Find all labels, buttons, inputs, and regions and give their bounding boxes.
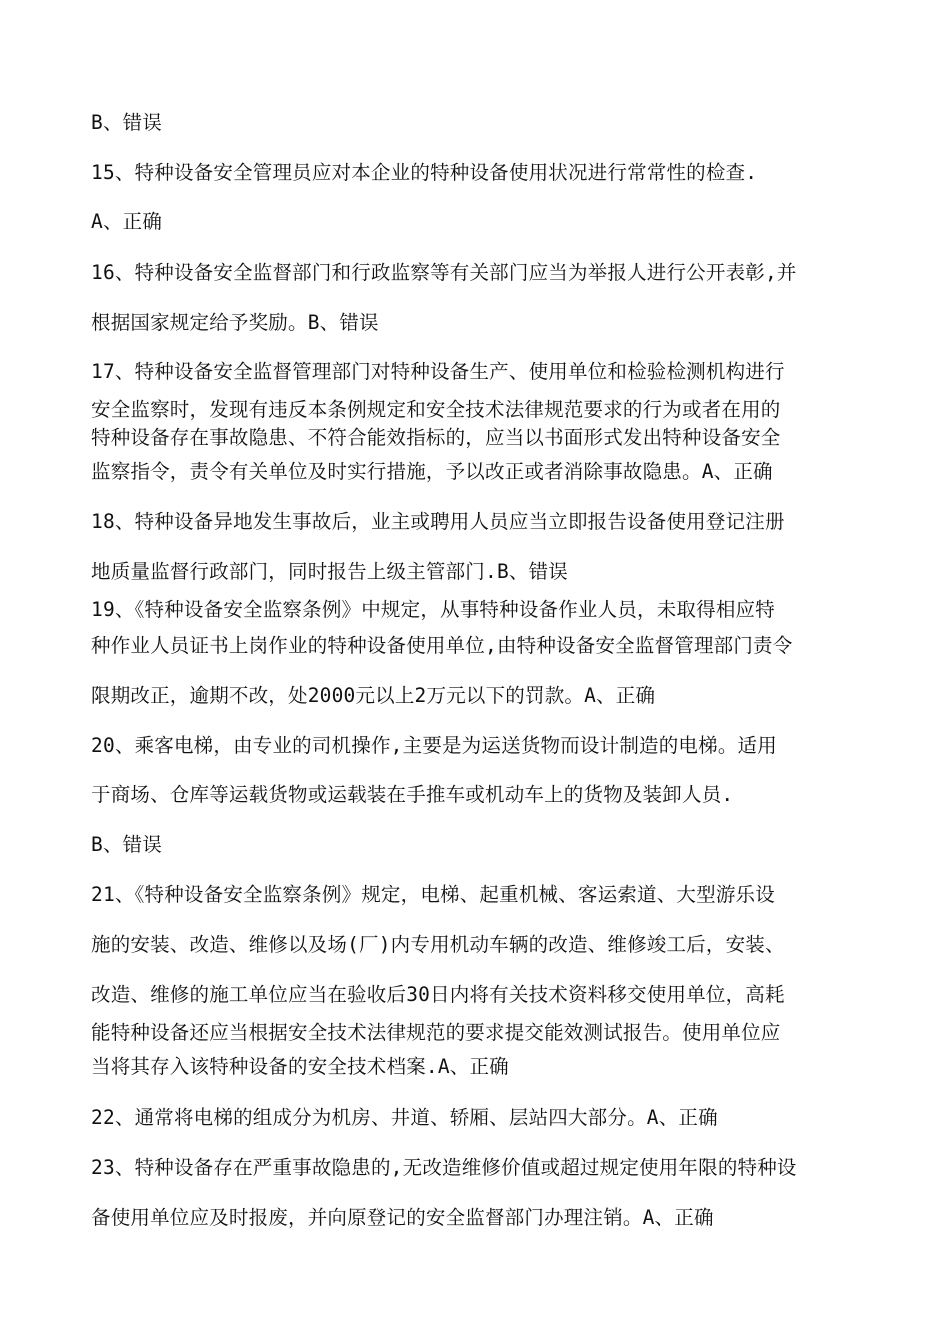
- text-line: 根据国家规定给予奖励。B、错误: [91, 311, 379, 334]
- text-line: 特种设备存在事故隐患、不符合能效指标的，应当以书面形式发出特种设备安全: [91, 426, 781, 449]
- text-line: 当将其存入该特种设备的安全技术档案.A、正确: [91, 1055, 509, 1078]
- text-line: 限期改正，逾期不改，处2000元以上2万元以下的罚款。A、正确: [91, 684, 656, 707]
- text-line: B、错误: [91, 833, 163, 856]
- text-line: 20、乘客电梯，由专业的司机操作,主要是为运送货物而设计制造的电梯。适用: [91, 734, 777, 757]
- text-line: 15、特种设备安全管理员应对本企业的特种设备使用状况进行常常性的检查.: [91, 161, 758, 184]
- text-line: 18、特种设备异地发生事故后，业主或聘用人员应当立即报告设备使用登记注册: [91, 510, 785, 533]
- text-line: 改造、维修的施工单位应当在验收后30日内将有关技术资料移交使用单位，高耗: [91, 983, 785, 1006]
- text-line: 备使用单位应及时报废，并向原登记的安全监督部门办理注销。A、正确: [91, 1206, 714, 1229]
- text-line: A、正确: [91, 210, 163, 233]
- text-line: 种作业人员证书上岗作业的特种设备使用单位,由特种设备安全监督管理部门责令: [91, 634, 793, 657]
- text-line: 23、特种设备存在严重事故隐患的,无改造维修价值或超过规定使用年限的特种设: [91, 1156, 797, 1179]
- text-line: 21、《特种设备安全监察条例》规定，电梯、起重机械、客运索道、大型游乐设: [91, 883, 775, 906]
- text-line: 施的安装、改造、维修以及场(厂)内专用机动车辆的改造、维修竣工后，安装、: [91, 933, 785, 956]
- text-line: 能特种设备还应当根据安全技术法律规范的要求提交能效测试报告。使用单位应: [91, 1021, 781, 1044]
- text-line: 22、通常将电梯的组成分为机房、井道、轿厢、层站四大部分。A、正确: [91, 1106, 718, 1129]
- text-line: 监察指令，责令有关单位及时实行措施，予以改正或者消除事故隐患。A、正确: [91, 460, 773, 483]
- text-line: 17、特种设备安全监督管理部门对特种设备生产、使用单位和检验检测机构进行: [91, 360, 785, 383]
- text-line: 安全监察时，发现有违反本条例规定和安全技术法律规范要求的行为或者在用的: [91, 398, 781, 421]
- text-line: B、错误: [91, 111, 163, 134]
- text-line: 地质量监督行政部门，同时报告上级主管部门.B、错误: [91, 560, 568, 583]
- text-line: 19、《特种设备安全监察条例》中规定，从事特种设备作业人员，未取得相应特: [91, 598, 775, 621]
- text-line: 16、特种设备安全监督部门和行政监察等有关部门应当为举报人进行公开表彰,并: [91, 261, 797, 284]
- text-line: 于商场、仓库等运载货物或运载装在手推车或机动车上的货物及装卸人员.: [91, 783, 734, 806]
